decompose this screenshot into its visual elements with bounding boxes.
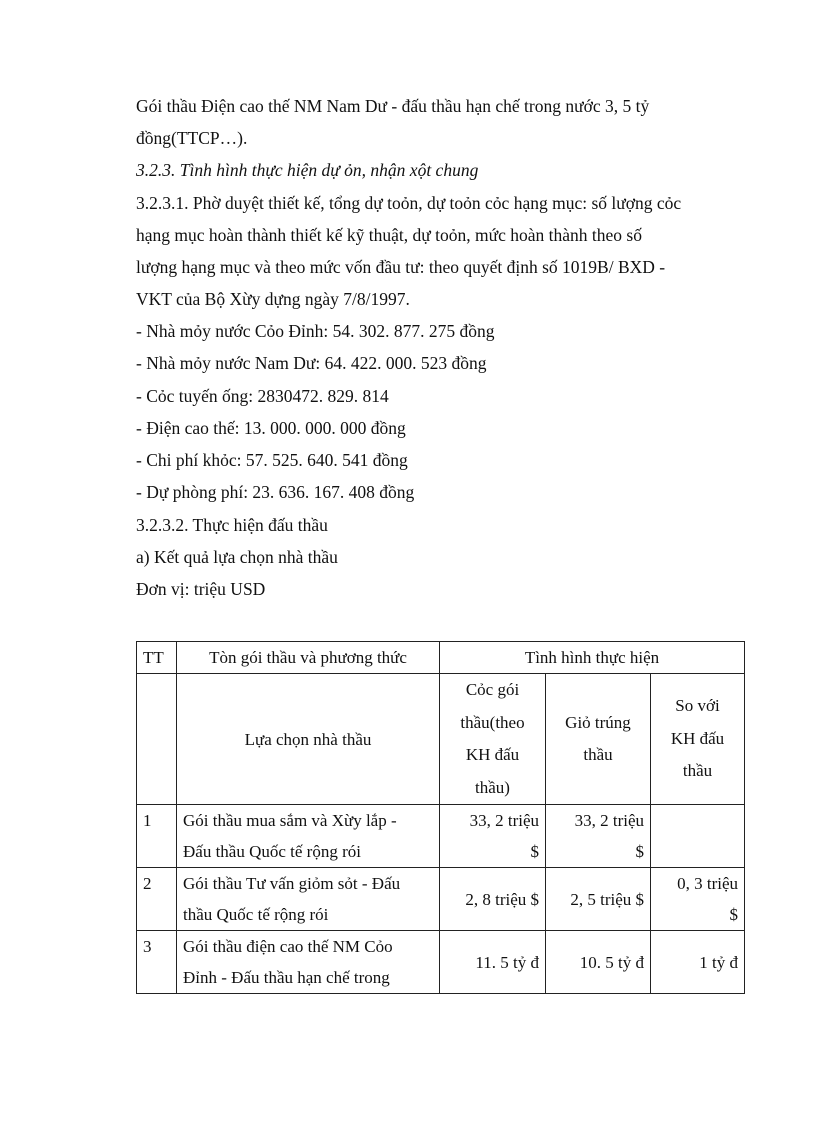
list-item: - Nhà mỏy nước Cỏo Đỉnh: 54. 302. 877. 275 đồng	[136, 321, 495, 341]
row-value-b: 33, 2 triệu $	[546, 805, 651, 868]
paragraph-line: 3.2.3.1. Phờ duyệt thiết kế, tổng dự toỏn, dự toỏn cỏc hạng mục: số lượng cỏc	[136, 193, 682, 213]
list-item: - Nhà mỏy nước Nam Dư: 64. 422. 000. 523 đồng	[136, 353, 487, 373]
section-heading: 3.2.3.2. Thực hiện đấu thầu	[136, 515, 328, 535]
paragraph-line: lượng hạng mục và theo mức vốn đầu tư: theo quyết định số 1019B/ BXD -	[136, 257, 666, 277]
header-tt: TT	[137, 642, 177, 674]
table-header-row	[137, 642, 745, 674]
unit-label: Đơn vị: triệu USD	[136, 579, 266, 599]
subheader-col-c: So với KH đấu thầu	[651, 674, 745, 805]
row-name: Gói thầu Tư vấn giỏm sỏt - Đấu thầu Quốc tế rộng rói	[177, 868, 440, 931]
paragraph-line: a) Kết quả lựa chọn nhà thầu	[136, 547, 338, 567]
header-name: Tòn gói thầu và phương thức	[177, 642, 440, 674]
row-value-a: 11. 5 tỷ đ	[440, 931, 546, 994]
list-item: - Chi phí khỏc: 57. 525. 640. 541 đồng	[136, 450, 408, 470]
row-tt: 1	[137, 805, 177, 868]
row-value-a: 2, 8 triệu $	[440, 868, 546, 931]
row-tt: 2	[137, 868, 177, 931]
row-value-c	[651, 805, 745, 868]
paragraph-line: hạng mục hoàn thành thiết kế kỹ thuật, dự toỏn, mức hoàn thành theo số	[136, 225, 642, 245]
row-value-a: 33, 2 triệu $	[440, 805, 546, 868]
header-status: Tình hình thực hiện	[440, 642, 745, 674]
paragraph-line: đồng(TTCP…).	[136, 128, 248, 148]
subheader-col-b: Giỏ trúng thầu	[546, 674, 651, 805]
subheader-col-a: Cỏc gói thầu(theo KH đấu thầu)	[440, 674, 546, 805]
list-item: - Cỏc tuyến ống: 2830472. 829. 814	[136, 386, 389, 406]
table-row	[137, 805, 745, 868]
table-row	[137, 931, 745, 994]
row-name: Gói thầu điện cao thế NM Cỏo Đỉnh - Đấu thầu hạn chế trong	[177, 931, 440, 994]
list-item: - Điện cao thế: 13. 000. 000. 000 đồng	[136, 418, 406, 438]
contractor-selection-table	[136, 641, 745, 994]
row-value-c: 0, 3 triệu $	[651, 868, 745, 931]
table-subheader-row	[137, 674, 745, 805]
row-value-b: 10. 5 tỷ đ	[546, 931, 651, 994]
row-name: Gói thầu mua sắm và Xừy lắp - Đấu thầu Quốc tế rộng rói	[177, 805, 440, 868]
subheader-tt-empty	[137, 674, 177, 805]
paragraph-line: VKT của Bộ Xừy dựng ngày 7/8/1997.	[136, 289, 410, 309]
row-tt: 3	[137, 931, 177, 994]
list-item: - Dự phòng phí: 23. 636. 167. 408 đồng	[136, 482, 415, 502]
subheader-name: Lựa chọn nhà thầu	[177, 674, 440, 805]
row-value-c: 1 tỷ đ	[651, 931, 745, 994]
row-value-b: 2, 5 triệu $	[546, 868, 651, 931]
paragraph-line: Gói thầu Điện cao thế NM Nam Dư - đấu thầu hạn chế trong nước 3, 5 tỷ	[136, 96, 650, 116]
table-row	[137, 868, 745, 931]
section-heading: 3.2.3. Tình hình thực hiện dự ỏn, nhận xột chung	[136, 160, 479, 180]
